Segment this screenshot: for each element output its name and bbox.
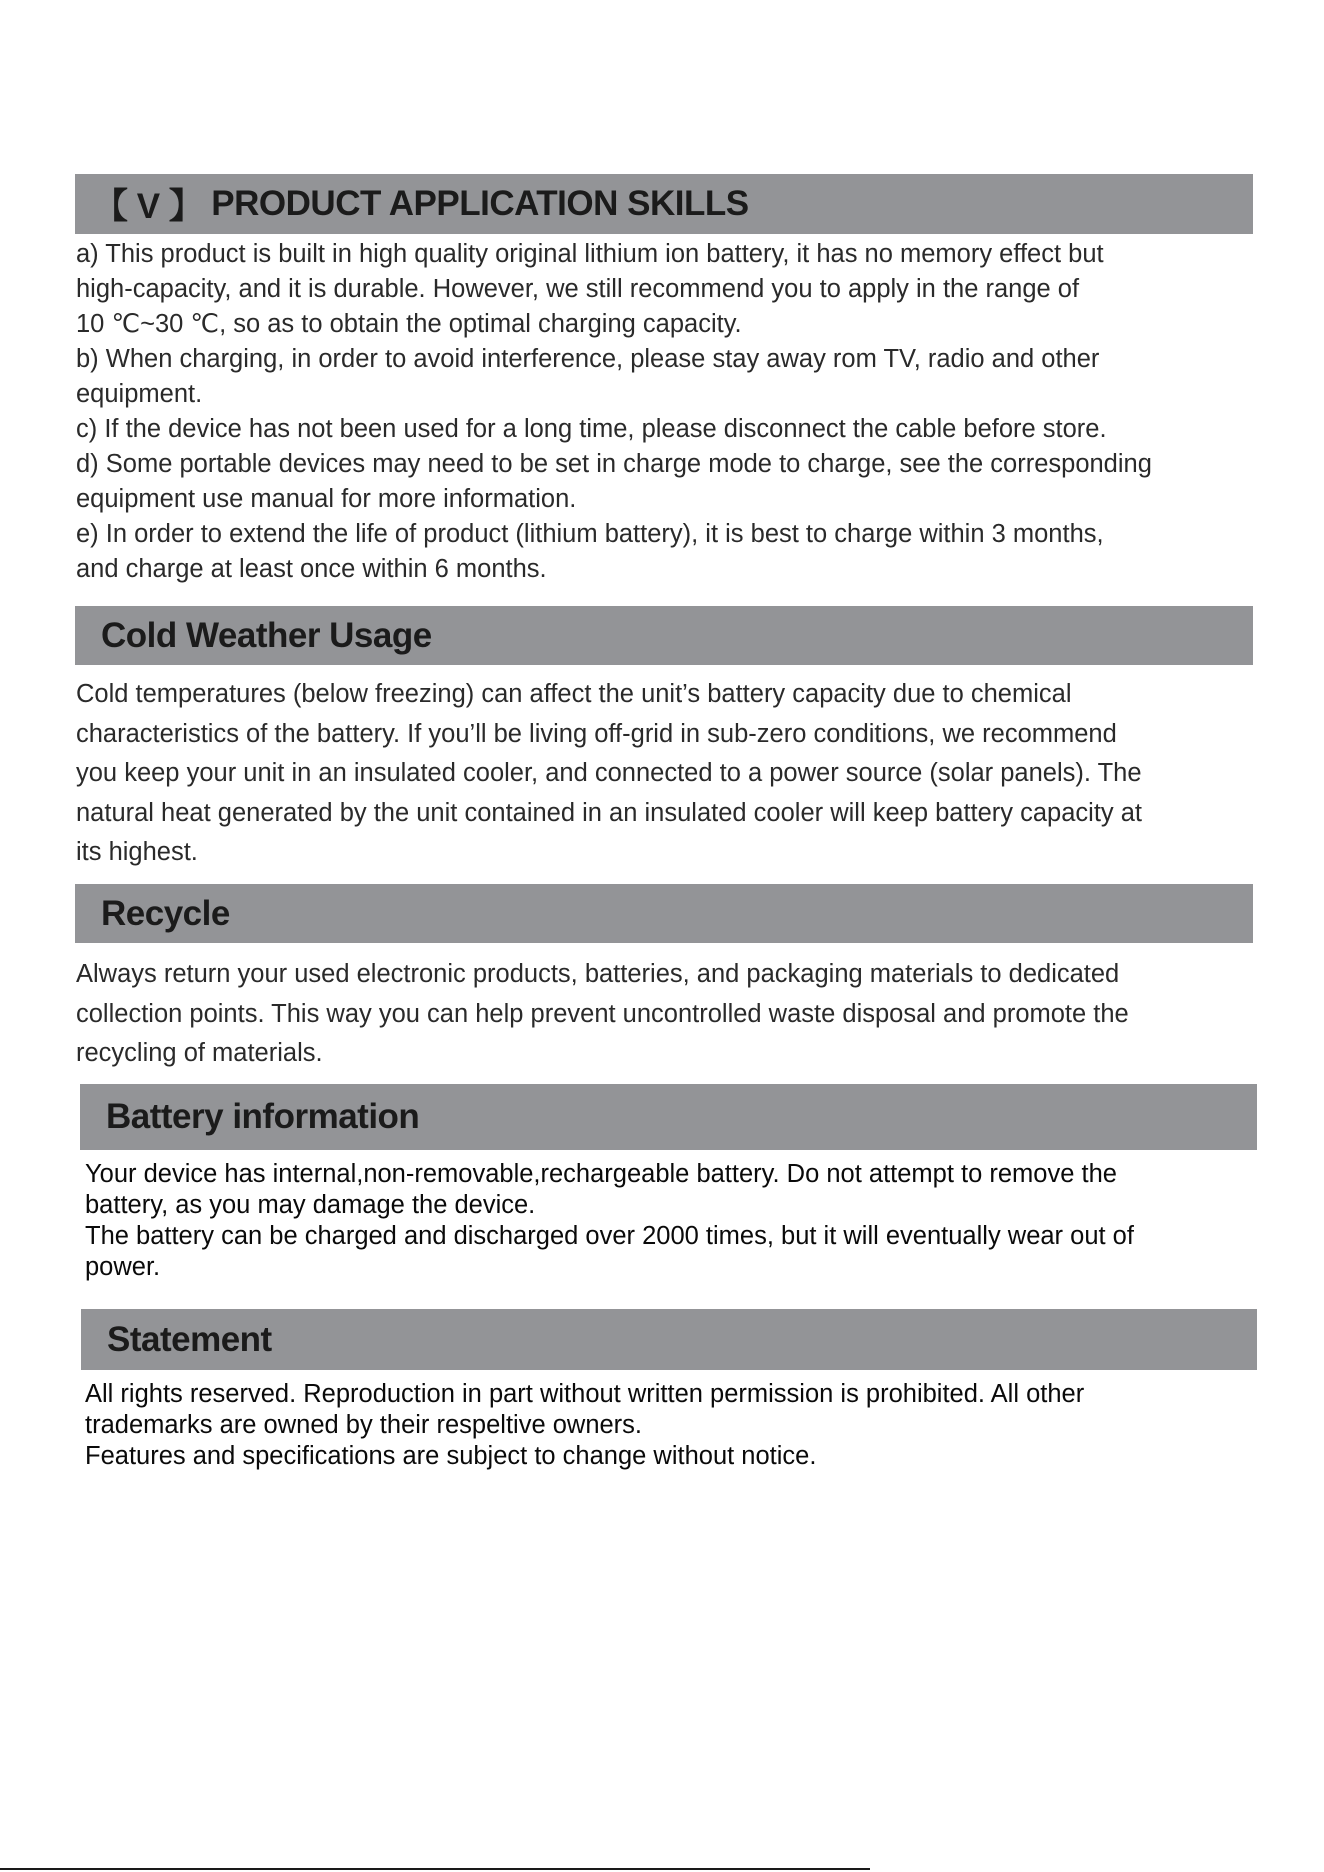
text-line: 10 ℃~30 ℃, so as to obtain the optimal charging capacity. [76, 310, 742, 338]
section-body-recycle [76, 955, 1266, 1074]
text-line: collection points. This way you can help prevent uncontrolled waste disposal and promote the [76, 999, 1129, 1028]
text-line: characteristics of the battery. If you’ll be living off-grid in sub-zero conditions, we recommend [76, 719, 1117, 748]
section-header-battery-information [80, 1084, 1257, 1150]
section-title: Battery information [106, 1097, 420, 1136]
text-line: Features and specifications are subject to change without notice. [85, 1442, 817, 1470]
footer-rule [0, 1868, 870, 1870]
section-body-cold-weather-usage [76, 675, 1266, 873]
text-line: you keep your unit in an insulated cooler, and connected to a power source (solar panels). The [76, 759, 1142, 787]
section-title: Recycle [101, 893, 230, 933]
text-line: high-capacity, and it is durable. However, we still recommend you to apply in the range of [76, 275, 1080, 303]
section-number: 【 V 】 [93, 187, 204, 226]
text-line: natural heat generated by the unit contained in an insulated cooler will keep battery capacity at [76, 798, 1143, 827]
text-line: equipment. [76, 380, 203, 408]
text-line: Cold temperatures (below freezing) can affect the unit’s battery capacity due to chemical [76, 680, 1072, 708]
section-header-product-application-skills [75, 174, 1253, 234]
section-body-statement [85, 1379, 1275, 1472]
section-header-cold-weather-usage [75, 606, 1253, 665]
text-line: All rights reserved. Reproduction in part without written permission is prohibited. All other [85, 1380, 1085, 1408]
text-line: Always return your used electronic products, batteries, and packaging materials to dedicated [76, 960, 1120, 988]
text-line: equipment use manual for more information. [76, 485, 577, 513]
text-line: trademarks are owned by their respeltive owners. [85, 1411, 643, 1439]
text-line: and charge at least once within 6 months. [76, 555, 547, 583]
text-line: c) If the device has not been used for a long time, please disconnect the cable before store. [76, 415, 1107, 443]
text-line: a) This product is built in high quality original lithium ion battery, it has no memory effect but [76, 240, 1104, 268]
text-line: its highest. [76, 838, 198, 866]
text-line: b) When charging, in order to avoid interference, please stay away rom TV, radio and other [76, 345, 1100, 373]
section-title: PRODUCT APPLICATION SKILLS [211, 184, 749, 223]
text-line: power. [85, 1253, 161, 1281]
text-line: Your device has internal,non-removable,rechargeable battery. Do not attempt to remove the [85, 1160, 1117, 1188]
text-line: d) Some portable devices may need to be set in charge mode to charge, see the corresponding [76, 450, 1152, 478]
section-header-statement [81, 1309, 1257, 1370]
section-body-product-application-skills [76, 237, 1266, 587]
text-line: The battery can be charged and discharged over 2000 times, but it will eventually wear out of [85, 1222, 1134, 1250]
section-title: Cold Weather Usage [101, 615, 432, 655]
text-line: battery, as you may damage the device. [85, 1191, 536, 1219]
section-header-recycle [75, 884, 1253, 943]
section-body-battery-information [85, 1159, 1275, 1283]
text-line: e) In order to extend the life of product (lithium battery), it is best to charge within 3 months, [76, 520, 1104, 548]
text-line: recycling of materials. [76, 1039, 323, 1067]
section-title: Statement [107, 1319, 272, 1359]
